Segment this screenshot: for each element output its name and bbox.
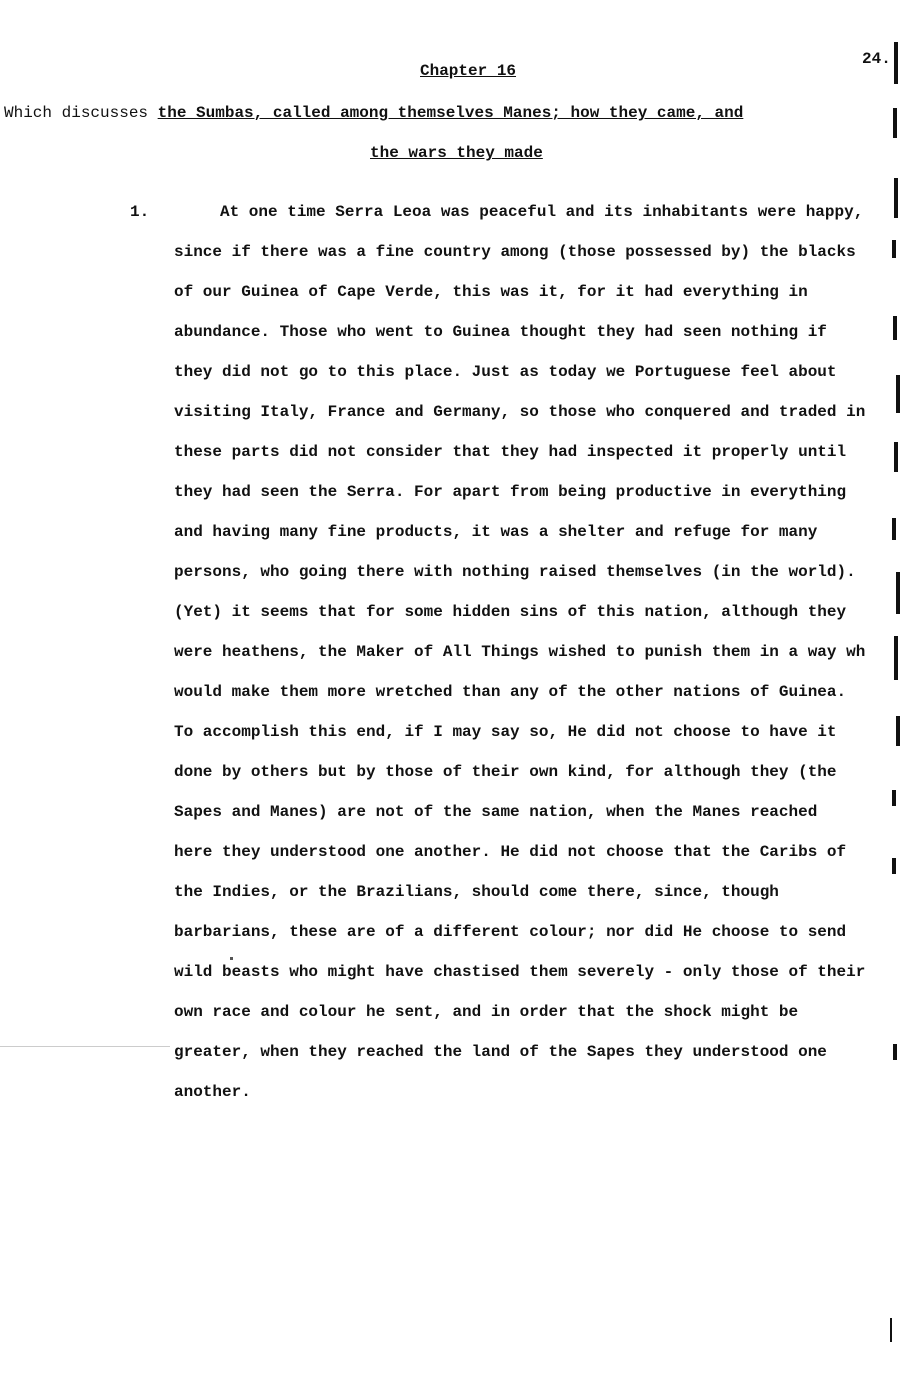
paragraph-line: here they understood one another. He did not choose that the Caribs of	[174, 843, 847, 861]
subtitle-underlined-text: the Sumbas, called among themselves Manes; how they came, and	[157, 104, 744, 122]
paragraph-line: At one time Serra Leoa was peaceful and its inhabitants were happy,	[220, 203, 864, 221]
paragraph-line: these parts did not consider that they had inspected it properly until	[174, 443, 847, 461]
paragraph-line: they did not go to this place. Just as today we Portuguese feel about	[174, 363, 837, 381]
margin-scan-mark	[893, 108, 897, 138]
margin-scan-mark	[896, 572, 900, 614]
paragraph-line: Sapes and Manes) are not of the same nation, when the Manes reached	[174, 803, 818, 821]
paragraph-line: barbarians, these are of a different colour; nor did He choose to send	[174, 923, 847, 941]
page-number: 24.	[862, 50, 891, 68]
paragraph-line: another.	[174, 1083, 251, 1101]
paragraph-line: own race and colour he sent, and in order that the shock might be	[174, 1003, 799, 1021]
paragraph-line: wild beasts who might have chastised them severely - only those of their	[174, 963, 866, 981]
chapter-subtitle-line-2	[370, 144, 543, 162]
paragraph-line: visiting Italy, France and Germany, so those who conquered and traded in	[174, 403, 866, 421]
chapter-title: Chapter 16	[420, 62, 517, 80]
subtitle-lead: Which discusses	[4, 104, 149, 122]
paragraph-line: done by others but by those of their own kind, for although they (the	[174, 763, 837, 781]
paragraph-line: abundance. Those who went to Guinea thought they had seen nothing if	[174, 323, 827, 341]
paragraph-line: since if there was a fine country among (those possessed by) the blacks	[174, 243, 856, 261]
margin-scan-mark	[890, 1318, 892, 1342]
paragraph-line: they had seen the Serra. For apart from being productive in everything	[174, 483, 847, 501]
margin-scan-mark	[894, 442, 898, 472]
chapter-subtitle-line-1	[4, 104, 743, 122]
margin-scan-mark	[893, 1044, 897, 1060]
paragraph-line: and having many fine products, it was a shelter and refuge for many	[174, 523, 818, 541]
margin-scan-mark	[894, 178, 898, 218]
margin-scan-mark	[896, 716, 900, 746]
paragraph-body	[174, 203, 902, 1123]
margin-scan-mark	[894, 42, 898, 84]
scan-speck	[0, 1046, 170, 1047]
paragraph-number: 1.	[130, 203, 150, 221]
paragraph-line: (Yet) it seems that for some hidden sins of this nation, although they	[174, 603, 847, 621]
margin-scan-mark	[892, 240, 896, 258]
margin-scan-mark	[894, 636, 898, 680]
paragraph-line: of our Guinea of Cape Verde, this was it, for it had everything in	[174, 283, 808, 301]
subtitle-underlined-text: the wars they made	[370, 144, 543, 162]
margin-scan-mark	[892, 790, 896, 806]
paragraph-line: persons, who going there with nothing raised themselves (in the world).	[174, 563, 856, 581]
scan-speck	[230, 957, 233, 960]
paragraph-line: would make them more wretched than any of the other nations of Guinea.	[174, 683, 847, 701]
margin-scan-mark	[896, 375, 900, 413]
paragraph-line: greater, when they reached the land of the Sapes they understood one	[174, 1043, 827, 1061]
paragraph-line: the Indies, or the Brazilians, should come there, since, though	[174, 883, 779, 901]
margin-scan-mark	[892, 518, 896, 540]
margin-scan-mark	[892, 858, 896, 874]
paragraph-line: were heathens, the Maker of All Things wished to punish them in a way wh	[174, 643, 866, 661]
margin-scan-mark	[893, 316, 897, 340]
paragraph-line: To accomplish this end, if I may say so, He did not choose to have it	[174, 723, 837, 741]
